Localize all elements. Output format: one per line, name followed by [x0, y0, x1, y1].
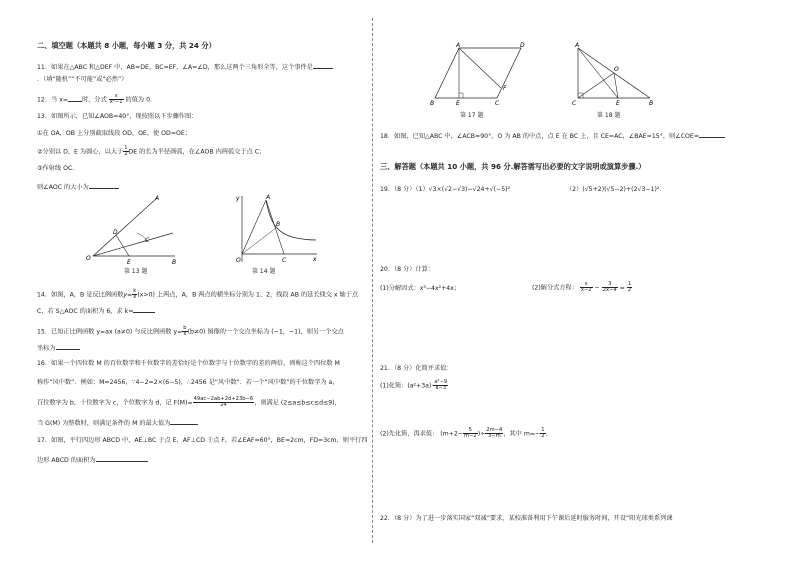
- q15-line1: 15．已知正比例函数 y=ax (a≠0) 与反比例函数 y= $\frac{b}{x}$ (b≠0) 图像的一个交点坐标为 (−1，−1)，则另一个交点: [37, 325, 344, 338]
- svg-text:E: E: [456, 100, 460, 107]
- q21-head: 21．（8 分）化简并求值：: [380, 365, 453, 372]
- q13-line2: ①在 OA，OB 上分别截取线段 OD，OE，使 OD=OE；: [37, 130, 191, 137]
- svg-text:D: D: [113, 229, 118, 236]
- svg-text:C: C: [282, 257, 287, 264]
- svg-text:E: E: [616, 100, 620, 107]
- q13-line1: 13．如图所示，已知∠AOB=40°，现按照以下步骤作图：: [37, 113, 198, 120]
- q16-line2: 称作“风中数”．例如：M=2456，∵4−2=2×(6−5)，∴2456 是“风中数”．若一个“风中数”的千位数字为 a，: [37, 379, 339, 386]
- svg-text:O: O: [236, 257, 241, 264]
- svg-text:B: B: [172, 259, 177, 264]
- svg-text:B: B: [430, 100, 435, 107]
- svg-text:A: A: [575, 42, 580, 49]
- q16-line3: 百位数字为 b，十位数字为 c，个位数字为 d，记 F(M)= $\frac{49ac-2ab+2d+23b-6}{24}$ ，则满足 (2≤a≤b≤c≤d≤9)，: [37, 396, 341, 409]
- caption-fig17: 第 17 题: [460, 112, 484, 119]
- q17-line2: 边形 ABCD 的面积为: [37, 455, 148, 464]
- q19-part1: 19．（8 分）（1）√3×(√2−√3)−√24+√(−5)²: [380, 186, 511, 193]
- section-3-title: 三、解答题（本题共 10 小题，共 96 分.解答需写出必要的文字说明或演算步骤.）: [380, 162, 646, 171]
- q15-line2: 坐标为: [37, 343, 80, 352]
- svg-text:A: A: [155, 195, 160, 202]
- q12: 12．当 x= 时，分式 $\frac{x}{\text{x²−1}}$ 的值为 0.: [37, 93, 152, 106]
- figure-14: [232, 192, 322, 264]
- q13-line4: ③作射线 OC.: [37, 165, 75, 172]
- svg-text:E: E: [127, 259, 131, 264]
- q19-part2: （2）(√5+2)(√5−2)+(2√3−1)².: [566, 186, 662, 193]
- q11-line1: 11．如果在△ABC 和△DEF 中，AB=DE，BC=EF，∠A=∠D，那么这两个三角形全等，这个事件是: [37, 62, 333, 71]
- q16-line4: 当 G(M) 为整数时，则满足条件的 M 的最大值为: [37, 418, 198, 427]
- svg-text:O: O: [86, 255, 91, 262]
- figure-18: [570, 42, 660, 108]
- q20-part1: (1)分解因式：x³−4x²+4x；: [380, 285, 461, 292]
- q11-line2: ．（填“随机”“不可能”或“必然”）: [37, 76, 128, 83]
- svg-text:y: y: [236, 195, 240, 202]
- q18: 18．如图，已知△ABC 中，∠ACB=90°，O 为 AB 的中点，点 E 在 BC 上，且 CE=AC，∠BAE=15°，则∠COE=: [380, 131, 725, 140]
- section-2-title: 二、填空题（本题共 8 小题，每小题 3 分，共 24 分）: [37, 41, 216, 50]
- svg-text:C: C: [495, 100, 500, 107]
- q14-line1: 14．如图，A，B 是反比例函数y= $\frac{k}{x}$ (x>0) 上两点，A，B 两点的横坐标分别为 1、2，线段 AB 的延长线交 x 轴于点: [37, 288, 359, 301]
- svg-text:C: C: [145, 237, 150, 244]
- q16-line1: 16．如果一个四位数 M 的百位数字和千位数字的差恰好是个位数字与十位数字的差的两倍，则称这个四位数 M: [37, 360, 340, 367]
- caption-fig18: 第 18 题: [597, 112, 621, 119]
- column-divider: [372, 18, 373, 543]
- q17-line1: 17．如图，平行四边形 ABCD 中，AE⊥BC 于点 E，AF⊥CD 于点 F，若∠EAF=60°，BE=2cm，FD=3cm，则平行四: [37, 437, 368, 444]
- svg-text:A: A: [456, 42, 461, 49]
- svg-text:A: A: [266, 194, 271, 201]
- figure-17: [425, 42, 535, 108]
- q13-line5: 则∠AOC 的大小为: [37, 182, 119, 191]
- q20-part2: (2)解分式方程： $\frac{x}{x-2}$ − $\frac{3}{2x-4}$ = $\frac{1}{2}$: [532, 281, 632, 294]
- figure-13: [85, 192, 185, 264]
- q21-part2: (2)先化简，再求值： (m+2− $\frac{5}{m-2}$ )÷ $\frac{2m-4}{3-m}$ ，其中 m=− $\frac{1}{2}$ .: [380, 427, 548, 440]
- svg-text:x: x: [313, 256, 317, 263]
- svg-text:F: F: [503, 85, 507, 92]
- svg-text:C: C: [572, 100, 577, 107]
- q13-line3: ②分别以 D，E 为圆心，以大于 $\frac{1}{2}$ DE 的长为半径画弧，在∠AOB 内两弧交于点 C；: [37, 145, 266, 158]
- q22: 22．（8 分）为了进一步落实国家“双减”要求，某校准备利用下午课后延时服务时间，开设“阳光球类系列课: [380, 515, 673, 522]
- q14-line2: C，若 S△AOC 的面积为 6，求 k=: [37, 306, 155, 315]
- svg-text:B: B: [276, 221, 281, 228]
- q20-head: 20．（8 分）计算：: [380, 266, 434, 273]
- caption-fig13: 第 13 题: [124, 268, 148, 275]
- caption-fig14: 第 14 题: [252, 268, 276, 275]
- q21-part1: (1)化简：(a²+3a)· $\frac{\text{a²−9}}{a-3}$: [380, 379, 448, 392]
- svg-text:D: D: [520, 42, 525, 49]
- svg-text:O: O: [614, 66, 619, 73]
- svg-text:B: B: [649, 100, 654, 107]
